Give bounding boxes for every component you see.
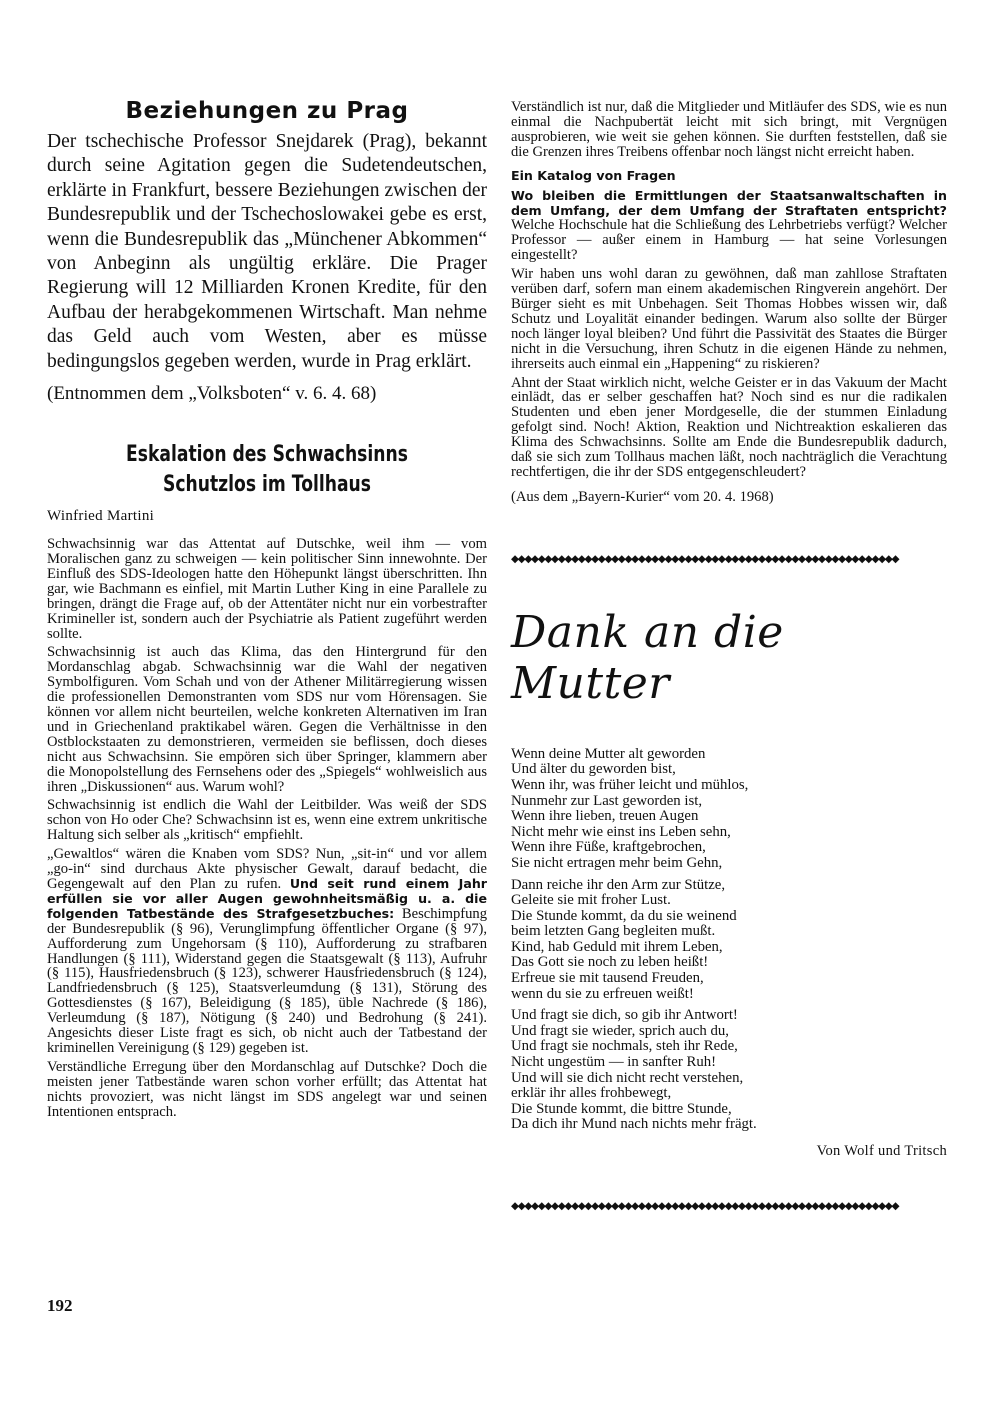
poem-stanza-1 xyxy=(511,747,947,872)
poem-line: wenn du sie zu erfreuen weißt! xyxy=(511,985,694,1002)
page-number: 192 xyxy=(47,1296,73,1315)
poem-line: Nicht mehr wie einst ins Leben sehn, xyxy=(511,823,731,840)
poem-line: beim letzten Gang begleiten mußt. xyxy=(511,923,716,940)
section-heading-catalog: Ein Katalog von Fragen xyxy=(511,167,676,183)
poem-stanza-3 xyxy=(511,1008,947,1133)
paragraph-bold-text: Wo bleiben die Ermittlungen der Staatsanwaltschaften in dem Umfang, der dem Umfang der Straftaten entspricht? xyxy=(511,187,947,218)
paragraph-text: Beschimpfung der Bundesrepublik (§ 96), Verunglimpfung öffentlicher Organe (§ 97), Aufforderung zum Ungehorsam (§ 110), Aufforderung zu strafbaren Handlungen (§ 111), Widerstand gegen die Staatsgewalt (§ 113), Aufruhr (§ 115), Hausfriedensbruch (§ 123), schwerer Hausfriedensbruch (§ 124), Landfriedensbruch (§ 125), Staatsverleumdung (§ 131), Störung des Gottesdienstes (§ 167), Beleidigung (§ 185), üble Nachrede (§ 186), Verleumdung (§ 187), Nötigung (§ 240) und Bedrohung (§ 241). Angesichts dieser Liste fragt es sich, ob nicht auch der Tatbestand der kriminellen Vereinigung (§ 129) gegeben ist. xyxy=(47,905,487,1056)
article-body-prag: Der tschechische Professor Snejdarek (Prag), bekannt durch seine Agitation gegen die Sudetendeutschen, erklärte in Frankfurt, bessere Beziehungen zwischen der Bundesrepublik und der Tschechoslowakei gebe es erst, wenn die Bundesrepublik das „Münchener Abkommen“ von Anbeginn als ungültig erkläre. Die Prager Regierung will 12 Milliarden Kronen Kredite, für den Aufbau der herabgekommenen Wirtschaft. Man nehme das Geld auch vom Westen, aber es müsse bedingungslos gegeben werden, wurde in Prag erklärt. xyxy=(47,131,487,372)
poem-stanza-2 xyxy=(511,878,947,1003)
paragraph-bold-text: Und seit rund einem Jahr erfüllen sie vor aller Augen gewohnheitsmäßig u. a. die folgenden Tatbestände des Strafgesetzbuches: xyxy=(47,876,488,921)
poem-line: Kind, hab Geduld mit ihrem Leben, xyxy=(511,938,723,955)
article-title-eskalation: Eskalation des Schwachsinns xyxy=(126,442,408,468)
poem-line: Wenn deine Mutter alt geworden xyxy=(511,745,706,762)
left-column xyxy=(47,98,487,1124)
article-source-prag: (Entnommen dem „Volksboten“ v. 6. 4. 68) xyxy=(47,383,377,405)
poem-line: Wenn ihre Füße, kraftgebrochen, xyxy=(511,839,706,856)
article-paragraph: Ahnt der Staat wirklich nicht, welche Geister er in das Vakuum der Macht einlädt, das er selber geschaffen hat? Noch sind es nur die radikalen Studenten und eben jener Mordgeselle, die der stummen Einladung gefolgt sind. Noch! Aktion, Reaktion und Nichtreaktion eskalieren das Klima des Schwachsinns. Sollte am Ende die Bundesrepublik dadurch, daß sie sich zum Tollhaus machen läßt, noch nachträglich die Verachtung rechtfertigen, die ihr der SDS entgegenschleudert? xyxy=(511,374,947,480)
poem-line: Und älter du geworden bist, xyxy=(511,761,676,778)
paragraph-text: Welche Hochschule hat die Schließung des Lehrbetriebs verfügt? Welcher Professor — außer einem in Hamburg — hat seine Vorlesungen eingestellt? xyxy=(511,217,947,264)
article-title-prag: Beziehungen zu Prag xyxy=(125,98,409,124)
article-paragraph: Schwachsinnig ist auch das Klima, das den Hintergrund für den Mordanschlag abgab. Schwachsinnig war die Wahl der negativen Symbolfiguren. Vom Schah und von der Athener Militärregierung wissen die professionellen Demonstranten vom SDS nur vom Hörensagen. Sie können vor allem nicht beurteilen, welche konkreten Alternativen im Iran und in Griechenland praktikabel wären. Gegen die Verhältnisse in den Ostblockstaaten zu demonstrieren, vermeiden sie beflissen, doch dieses nicht aus Schwachsinn. Sie empören sich über Springer, klammern aber die Monopolstellung des Fernsehens oder des „Spiegels“ wohlweislich aus ihren „Diskussionen“ aus. Warum wohl? xyxy=(47,644,487,795)
article-subtitle-tollhaus: Schutzlos im Tollhaus xyxy=(163,472,371,498)
poem-line: Und fragt sie nochmals, steh ihr Rede, xyxy=(511,1038,738,1055)
article-paragraph: Schwachsinnig war das Attentat auf Dutschke, weil ihm — vom Moralischen ganz zu schweigen — kein politischer Sinn innewohnte. Der Einfluß des SDS-Ideologen hatte den Höhepunkt längst überschritten. Ihn gar, wie Bachmann es einfiel, mit Martin Luther King in eine Parallele zu bringen, drängt die Frage auf, ob der Attentäter nicht nur ein vorbestrafter Krimineller ist, sondern auch der Psychiatrie als Patient zugeführt werden sollte. xyxy=(47,536,487,642)
poem-line: erklär ihr alles frohbewegt, xyxy=(511,1085,672,1102)
poem-line: Sie nicht ertragen mehr beim Gehn, xyxy=(511,854,723,871)
poem-line: Und will sie dich nicht recht verstehen, xyxy=(511,1069,744,1086)
poem-line: Wenn ihr, was früher leicht und mühlos, xyxy=(511,776,749,793)
diamond-divider-top: ◆◆◆◆◆◆◆◆◆◆◆◆◆◆◆◆◆◆◆◆◆◆◆◆◆◆◆◆◆◆◆◆◆◆◆◆◆◆◆◆◆◆◆◆◆◆◆◆◆◆◆◆◆◆◆◆◆◆ xyxy=(511,553,899,565)
article-paragraph-paragraphs-list xyxy=(47,847,487,1056)
right-column xyxy=(511,100,947,1214)
poem-line: Die Stunde kommt, da du sie weinend xyxy=(511,907,737,924)
article-source-bayern: (Aus dem „Bayern-Kurier“ vom 20. 4. 1968) xyxy=(511,488,774,505)
poem-line: Nunmehr zur Last geworden ist, xyxy=(511,792,703,809)
poem-line: Geleite sie mit froher Lust. xyxy=(511,892,671,909)
article-paragraph: Schwachsinnig ist endlich die Wahl der Leitbilder. Was weiß der SDS schon von Ho oder Che? Schwachsinn ist es, wenn eine extrem unkritische Haltung sich selber als „kritisch“ empfiehlt. xyxy=(47,797,487,844)
poem-line: Das Gott sie noch zu leben heißt! xyxy=(511,954,709,971)
article-paragraph: Wir haben uns wohl daran zu gewöhnen, daß man zahllose Straftaten verüben darf, sofern man einem akademischen Ringverein angehört. Der Bürger sieht es mit Unbehagen. Seit Thomas Hobbes wissen wir, daß Schutz und Loyalität einander bedingen. Warum also sollte der Bürger noch länger loyal bleiben? Und führt die Passivität des Staates die Bürger nicht in die Versuchung, ihren Schutz in die eigenen Hände zu nehmen, ihrerseits auch einmal ein „Happening“ zu riskieren? xyxy=(511,266,947,372)
poem-line: Und fragt sie wieder, sprich auch du, xyxy=(511,1022,730,1039)
poem-line: Wenn ihre lieben, treuen Augen xyxy=(511,808,699,825)
article-author: Winfried Martini xyxy=(47,508,155,525)
poem-line: Die Stunde kommt, die bittre Stunde, xyxy=(511,1100,732,1117)
article-paragraph-questions xyxy=(511,189,947,264)
paragraph-text: „Gewaltlos“ wären die Knaben vom SDS? Nun, „sit-in“ und vor allem „go-in“ sind durchaus Akte physischer Gewalt, darauf bedacht, die Gegengewalt auf den Plan zu rufen. xyxy=(47,846,487,892)
poem-line: Da dich ihr Mund nach nichts mehr frägt. xyxy=(511,1116,757,1133)
article-paragraph: Verständlich ist nur, daß die Mitglieder und Mitläufer des SDS, wie es nun einmal die Nachpubertät leicht mit sich bringt, mit Vergnügen ausprobieren, wie weit sie gehen können. Sie durften feststellen, daß sie die Grenzen ihres Treibens offenbar noch längst nicht erreicht haben. xyxy=(511,99,947,160)
poem-line: Erfreue sie mit tausend Freuden, xyxy=(511,970,704,987)
diamond-divider-bottom: ◆◆◆◆◆◆◆◆◆◆◆◆◆◆◆◆◆◆◆◆◆◆◆◆◆◆◆◆◆◆◆◆◆◆◆◆◆◆◆◆◆◆◆◆◆◆◆◆◆◆◆◆◆◆◆◆◆◆ xyxy=(511,1201,899,1212)
article-paragraph: Verständliche Erregung über den Mordanschlag auf Dutschke? Doch die meisten jener Tatbestände waren schon vorher erfüllt; das Attentat hat nichts provoziert, was nicht längst im SDS angelegt war und seinen Intentionen entsprach. xyxy=(47,1058,487,1120)
poem-line: Nicht ungestüm — in sanfter Ruh! xyxy=(511,1054,717,1071)
poem-line: Dann reiche ihr den Arm zur Stütze, xyxy=(511,876,726,893)
poem-title: Dank an die Mutter xyxy=(511,606,784,709)
poem-credit: Von Wolf und Tritsch xyxy=(816,1143,947,1159)
poem-line: Und fragt sie dich, so gib ihr Antwort! xyxy=(511,1007,738,1024)
